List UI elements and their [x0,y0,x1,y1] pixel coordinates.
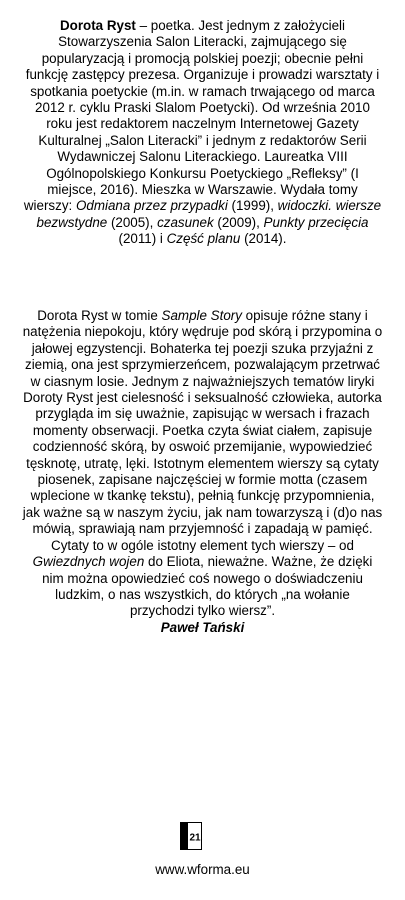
review-text-end: do Eliota, nieważne. Ważne, że dzięki nim można opowiedzieć coś nowego o doświadczeniu ludzkim, o nas wszystkich, do których „na wołanie przychodzi tylko wiersz”. [42,554,373,619]
reviewed-book-title: Sample Story [161,308,242,323]
book-title: Punkty przecięcia [263,214,369,230]
book-title: Odmiana przez przypadki [75,198,228,214]
book-title: Część planu [166,231,241,247]
book-year: (2014). [240,231,287,247]
review-intro: Dorota Ryst w tomie [37,308,162,323]
book-year: (2011) i [118,231,167,247]
cited-work-title: Gwiezdnych wojen [32,554,145,570]
publisher-logo [180,822,202,850]
book-review [22,308,383,636]
book-year: (1999), [227,198,278,214]
book-year: (2005), [107,214,158,230]
logo-number: 21 [189,832,201,844]
author-bio [22,18,383,248]
publisher-website: www.wforma.eu [155,862,250,877]
book-year: (2009), [213,214,264,230]
book-title: czasunek [157,214,214,230]
author-name: Dorota Ryst [59,18,136,33]
review-text: opisuje różne stany i natężenia niepokoju, który wędruje pod skórą i przypomina o jałowej egzystencji. Bohaterka tej poezji szuka przyjaźni z ziemią, ona jest sprzymierzeńcem, pozwalającym przetrwać w ciasnym losie. Jednym z najważniejszych tematów liryki Doroty Ryst jest cielesność i seksualność człowieka, autorka przygląda im się uważnie, zapisując w wersach i frazach momenty obserwacji. Poetka czyta świat ciałem, zapisuje codzienność skórą, by oswoić przemijanie, wypowiedzieć tęsknotę, utratę, lęki. Istotnym elementem wierszy są cytaty piosenek, zapisane najczęściej w formie motta (czasem wplecione w tkankę tekstu), pełnią funkcję przypomnienia, jak ważne są w naszym życiu, jak nam towarzyszą i (d)o nas mówią, sprawiają nam przyjemność i zapadają w pamięć. Cytaty to w ogóle istotny element tych wierszy – od [22,308,383,553]
review-signature: Paweł Tański [160,619,245,635]
bio-text: – poetka. Jest jednym z założycieli Stowarzyszenia Salon Literacki, zajmującego się popularyzacją i promocją polskiej poezji; obecnie pełni funkcję zastępcy prezesa. Organizuje i prowadzi warsztaty i spotkania poetyckie (m.in. w ramach trwającego od marca 2012 r. cyklu Praski Slalom Poetycki). Od września 2010 roku jest redaktorem naczelnym Internetowej Gazety Kulturalnej „Salon Literacki” i jednym z redaktorów Serii Wydawniczej Salonu Literackiego. Laureatka VIII Ogólnopolskiego Konkursu Poetyckiego „Refleksy” (I miejsce, 2016). Mieszka w Warszawie. Wydała tomy wierszy: [23,18,380,214]
book-title: widoczki. wiersze bezwstydne [36,198,382,230]
